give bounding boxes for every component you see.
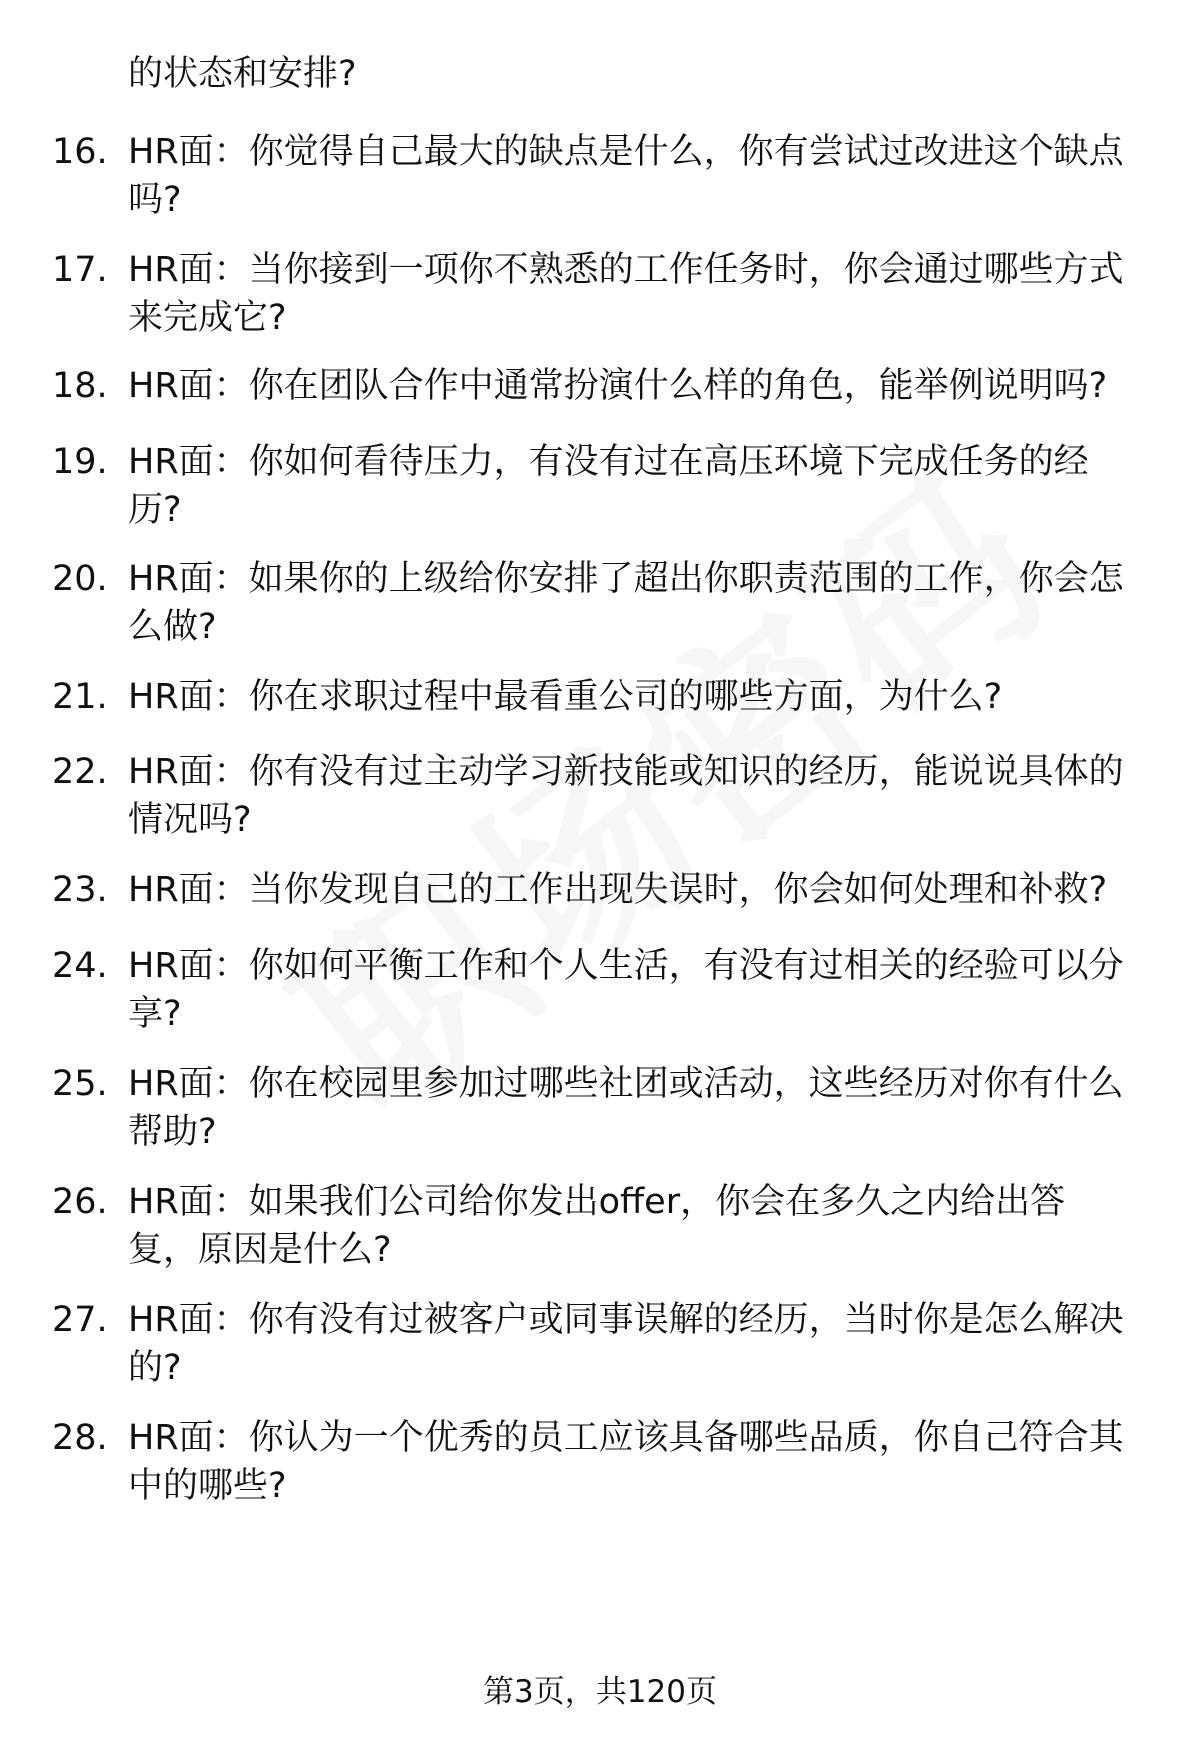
item-text-continued: 中的哪些?	[128, 1466, 287, 1506]
item-number: 18.	[52, 366, 108, 406]
item-text: HR面：你在求职过程中最看重公司的哪些方面，为什么?	[128, 677, 1003, 717]
item-number: 23.	[52, 870, 108, 910]
item-number: 28.	[52, 1418, 108, 1458]
item-number: 26.	[52, 1182, 108, 1222]
item-text: HR面：你在团队合作中通常扮演什么样的角色，能举例说明吗?	[128, 366, 1108, 406]
item-text-continued: 历?	[128, 490, 182, 530]
item-text: HR面：你觉得自己最大的缺点是什么，你有尝试过改进这个缺点	[128, 132, 1124, 172]
item-text: HR面：如果我们公司给你发出offer，你会在多久之内给出答	[128, 1182, 1066, 1222]
item-number: 20.	[52, 559, 108, 599]
item-number: 19.	[52, 442, 108, 482]
item-text-continued: 帮助?	[128, 1112, 217, 1152]
item-number: 24.	[52, 946, 108, 986]
item-text-continued: 情况吗?	[128, 800, 252, 840]
item-number: 22.	[52, 752, 108, 792]
item-text: HR面：当你发现自己的工作出现失误时，你会如何处理和补救?	[128, 870, 1108, 910]
leading-line-text: 的状态和安排?	[128, 54, 357, 94]
item-text: HR面：你如何看待压力，有没有过在高压环境下完成任务的经	[128, 442, 1089, 482]
item-text-continued: 吗?	[128, 180, 182, 220]
item-text: HR面：你有没有过主动学习新技能或知识的经历，能说说具体的	[128, 752, 1124, 792]
item-text: HR面：你有没有过被客户或同事误解的经历，当时你是怎么解决	[128, 1300, 1124, 1340]
item-number: 21.	[52, 677, 108, 717]
item-text: HR面：你如何平衡工作和个人生活，有没有过相关的经验可以分	[128, 946, 1124, 986]
item-number: 27.	[52, 1300, 108, 1340]
item-text-continued: 么做?	[128, 607, 217, 647]
item-number: 16.	[52, 132, 108, 172]
item-text: HR面：你在校园里参加过哪些社团或活动，这些经历对你有什么	[128, 1064, 1124, 1104]
item-text: HR面：如果你的上级给你安排了超出你职责范围的工作，你会怎	[128, 559, 1124, 599]
item-text: HR面：当你接到一项你不熟悉的工作任务时，你会通过哪些方式	[128, 250, 1124, 290]
item-text-continued: 享?	[128, 994, 182, 1034]
item-text-continued: 的?	[128, 1348, 182, 1388]
item-text: HR面：你认为一个优秀的员工应该具备哪些品质，你自己符合其	[128, 1418, 1124, 1458]
item-number: 17.	[52, 250, 108, 290]
item-text-continued: 复，原因是什么?	[128, 1230, 392, 1270]
item-text-continued: 来完成它?	[128, 298, 287, 338]
page-footer: 第3页，共120页	[483, 1674, 717, 1710]
item-number: 25.	[52, 1064, 108, 1104]
